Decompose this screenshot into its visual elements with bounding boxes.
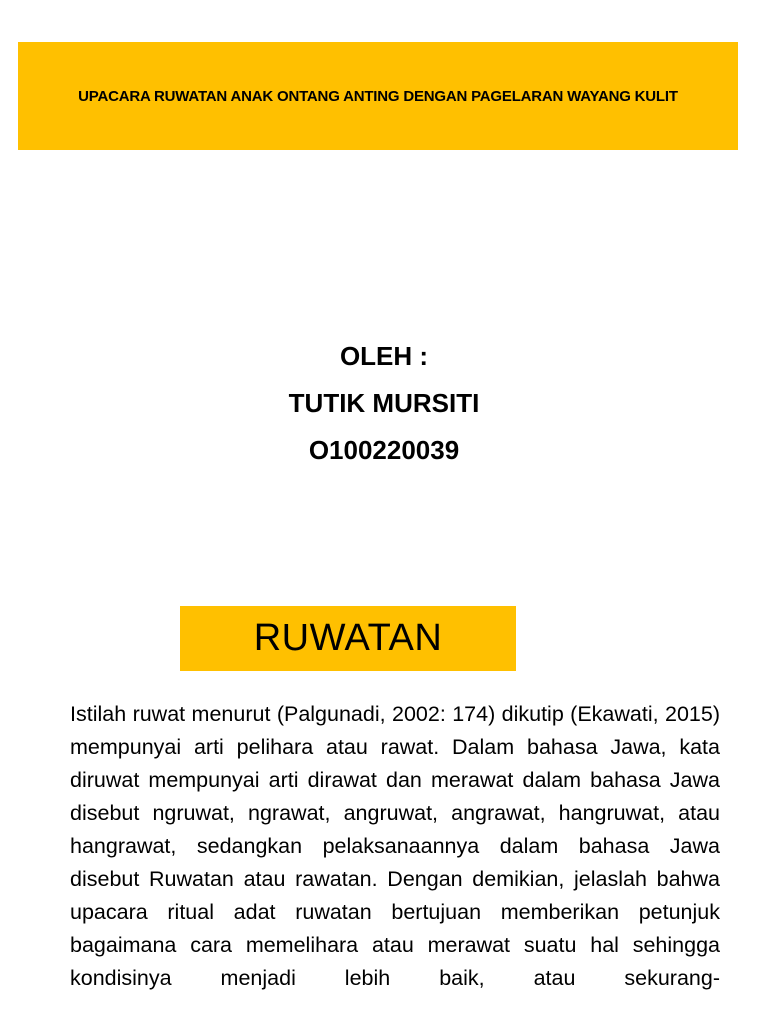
author-name: TUTIK MURSITI bbox=[288, 388, 480, 418]
title-banner bbox=[18, 42, 738, 150]
author-block bbox=[0, 333, 768, 474]
body-paragraph: Istilah ruwat menurut (Palgunadi, 2002: 174) dikutip (Ekawati, 2015) mempunyai arti pelihara atau rawat. Dalam bahasa Jawa, kata diruwat mempunyai arti dirawat dan merawat dalam bahasa Jawa disebut ngruwat, ngrawat, angruwat, angrawat, hangruwat, atau hangrawat, sedangkan pelaksanaannya dalam bahasa Jawa disebut Ruwatan atau rawatan. Dengan demikian, jelaslah bahwa upacara ritual adat ruwatan bertujuan memberikan petunjuk bagaimana cara memelihara atau merawat suatu hal sehingga kondisinya menjadi lebih baik, atau sekurang- bbox=[70, 702, 720, 990]
by-label: OLEH : bbox=[339, 341, 429, 371]
document-title: UPACARA RUWATAN ANAK ONTANG ANTING DENGAN PAGELARAN WAYANG KULIT bbox=[78, 87, 678, 105]
section-heading: RUWATAN bbox=[253, 617, 443, 659]
section-heading-banner bbox=[180, 606, 516, 671]
student-id: O100220039 bbox=[308, 435, 460, 465]
